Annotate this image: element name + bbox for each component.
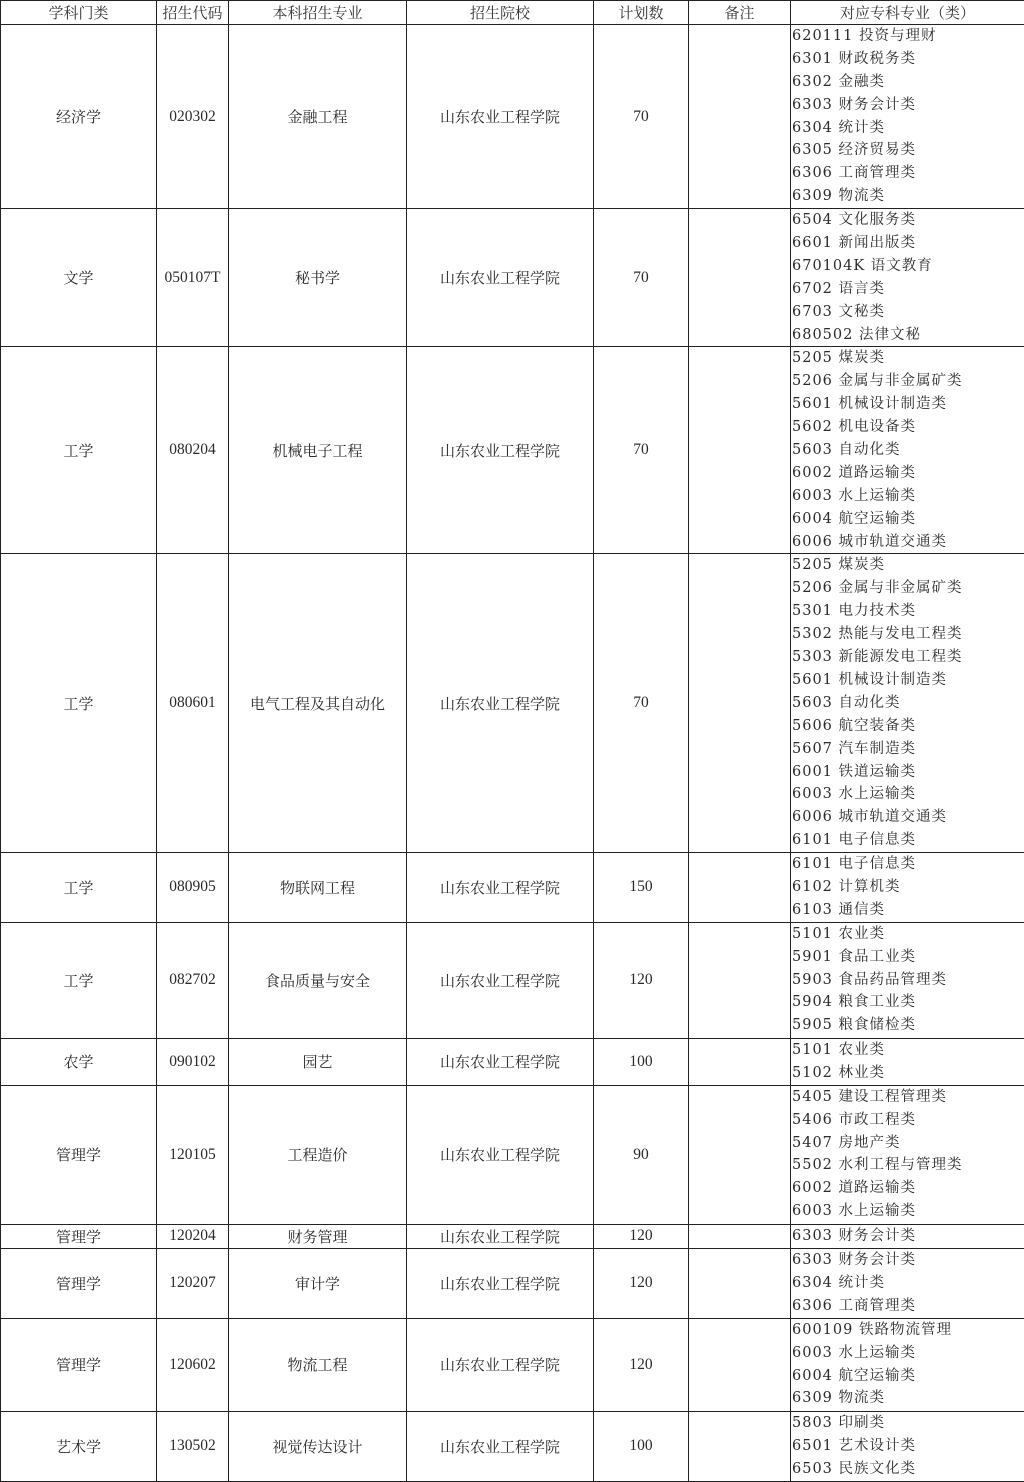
cell-related-majors <box>791 209 1024 347</box>
cell-school: 山东农业工程学院 <box>407 1224 594 1248</box>
cell-code: 050107T <box>157 209 229 347</box>
cell-school: 山东农业工程学院 <box>407 1248 594 1318</box>
cell-category: 工学 <box>1 554 157 853</box>
related-major-item: 5803 印刷类 <box>791 1412 1024 1435</box>
header-school: 招生院校 <box>407 1 594 25</box>
related-major-item: 5302 热能与发电工程类 <box>791 623 1024 646</box>
cell-major: 食品质量与安全 <box>229 922 407 1038</box>
cell-school: 山东农业工程学院 <box>407 1038 594 1085</box>
related-major-item: 5101 农业类 <box>791 1039 1024 1062</box>
table-row <box>1 922 1024 1038</box>
cell-school: 山东农业工程学院 <box>407 922 594 1038</box>
related-major-item: 5102 林业类 <box>791 1062 1024 1085</box>
related-major-item: 6003 水上运输类 <box>791 783 1024 806</box>
cell-plan: 120 <box>594 1318 689 1411</box>
cell-category: 工学 <box>1 922 157 1038</box>
related-major-item: 6006 城市轨道交通类 <box>791 806 1024 829</box>
cell-code: 120105 <box>157 1085 229 1224</box>
cell-note <box>689 25 791 209</box>
related-major-item: 5606 航空装备类 <box>791 715 1024 738</box>
cell-plan: 70 <box>594 209 689 347</box>
related-major-item: 6303 财务会计类 <box>791 1225 1024 1248</box>
cell-code: 120602 <box>157 1318 229 1411</box>
cell-code: 130502 <box>157 1411 229 1481</box>
related-major-item: 6304 统计类 <box>791 1272 1024 1295</box>
cell-school: 山东农业工程学院 <box>407 25 594 209</box>
header-category: 学科门类 <box>1 1 157 25</box>
table-row <box>1 347 1024 554</box>
cell-plan: 120 <box>594 1224 689 1248</box>
related-major-item: 6504 文化服务类 <box>791 209 1024 232</box>
related-major-item: 6003 水上运输类 <box>791 485 1024 508</box>
cell-category: 工学 <box>1 347 157 554</box>
cell-related-majors <box>791 922 1024 1038</box>
table-row <box>1 209 1024 347</box>
cell-school: 山东农业工程学院 <box>407 1085 594 1224</box>
related-major-item: 6702 语言类 <box>791 278 1024 301</box>
cell-code: 082702 <box>157 922 229 1038</box>
cell-major: 金融工程 <box>229 25 407 209</box>
table-header-row <box>1 1 1024 25</box>
cell-plan: 70 <box>594 25 689 209</box>
related-major-item: 6305 经济贸易类 <box>791 139 1024 162</box>
table-row <box>1 25 1024 209</box>
table-row <box>1 554 1024 853</box>
related-major-item: 5602 机电设备类 <box>791 416 1024 439</box>
cell-category: 管理学 <box>1 1248 157 1318</box>
header-major: 本科招生专业 <box>229 1 407 25</box>
cell-note <box>689 1411 791 1481</box>
related-major-item: 6006 城市轨道交通类 <box>791 531 1024 554</box>
cell-major: 物流工程 <box>229 1318 407 1411</box>
cell-note <box>689 1085 791 1224</box>
cell-major: 物联网工程 <box>229 853 407 923</box>
table-row <box>1 1248 1024 1318</box>
related-major-item: 6001 铁道运输类 <box>791 761 1024 784</box>
table-row <box>1 1038 1024 1085</box>
related-major-item: 5301 电力技术类 <box>791 600 1024 623</box>
related-major-item: 6503 民族文化类 <box>791 1458 1024 1481</box>
cell-related-majors <box>791 1318 1024 1411</box>
related-major-item: 5901 食品工业类 <box>791 946 1024 969</box>
cell-related-majors <box>791 1411 1024 1481</box>
related-major-item: 6309 物流类 <box>791 1387 1024 1410</box>
related-major-item: 5303 新能源发电工程类 <box>791 646 1024 669</box>
cell-category: 管理学 <box>1 1085 157 1224</box>
cell-plan: 70 <box>594 347 689 554</box>
related-major-item: 6303 财务会计类 <box>791 1249 1024 1272</box>
related-major-item: 5407 房地产类 <box>791 1132 1024 1155</box>
related-major-item: 5903 食品药品管理类 <box>791 969 1024 992</box>
header-related-majors: 对应专科专业（类） <box>791 1 1024 25</box>
related-major-item: 680502 法律文秘 <box>791 324 1024 347</box>
cell-major: 机械电子工程 <box>229 347 407 554</box>
related-major-item: 5205 煤炭类 <box>791 347 1024 370</box>
cell-plan: 120 <box>594 922 689 1038</box>
cell-school: 山东农业工程学院 <box>407 853 594 923</box>
cell-plan: 100 <box>594 1411 689 1481</box>
related-major-item: 6101 电子信息类 <box>791 853 1024 876</box>
related-major-item: 6102 计算机类 <box>791 876 1024 899</box>
cell-school: 山东农业工程学院 <box>407 347 594 554</box>
related-major-item: 6601 新闻出版类 <box>791 232 1024 255</box>
cell-category: 工学 <box>1 853 157 923</box>
cell-school: 山东农业工程学院 <box>407 554 594 853</box>
cell-related-majors <box>791 1248 1024 1318</box>
cell-school: 山东农业工程学院 <box>407 209 594 347</box>
related-major-item: 6004 航空运输类 <box>791 508 1024 531</box>
cell-note <box>689 347 791 554</box>
cell-category: 艺术学 <box>1 1411 157 1481</box>
related-major-item: 5603 自动化类 <box>791 439 1024 462</box>
related-major-item: 6303 财务会计类 <box>791 94 1024 117</box>
cell-note <box>689 1224 791 1248</box>
cell-school: 山东农业工程学院 <box>407 1318 594 1411</box>
cell-related-majors <box>791 25 1024 209</box>
related-major-item: 6003 水上运输类 <box>791 1342 1024 1365</box>
related-major-item: 6306 工商管理类 <box>791 1295 1024 1318</box>
table-row <box>1 1085 1024 1224</box>
header-note: 备注 <box>689 1 791 25</box>
related-major-item: 600109 铁路物流管理 <box>791 1319 1024 1342</box>
related-major-item: 5101 农业类 <box>791 923 1024 946</box>
cell-code: 120204 <box>157 1224 229 1248</box>
related-major-item: 6004 航空运输类 <box>791 1365 1024 1388</box>
related-major-item: 620111 投资与理财 <box>791 25 1024 48</box>
related-major-item: 6101 电子信息类 <box>791 829 1024 852</box>
cell-major: 工程造价 <box>229 1085 407 1224</box>
related-major-item: 6703 文秘类 <box>791 301 1024 324</box>
related-major-item: 5206 金属与非金属矿类 <box>791 370 1024 393</box>
related-major-item: 5905 粮食储检类 <box>791 1014 1024 1037</box>
related-major-item: 5406 市政工程类 <box>791 1109 1024 1132</box>
cell-code: 020302 <box>157 25 229 209</box>
related-major-item: 5205 煤炭类 <box>791 554 1024 577</box>
cell-note <box>689 1038 791 1085</box>
table-row <box>1 1224 1024 1248</box>
cell-major: 园艺 <box>229 1038 407 1085</box>
cell-note <box>689 209 791 347</box>
cell-major: 秘书学 <box>229 209 407 347</box>
cell-code: 080204 <box>157 347 229 554</box>
cell-code: 080601 <box>157 554 229 853</box>
cell-plan: 90 <box>594 1085 689 1224</box>
cell-note <box>689 853 791 923</box>
table-row <box>1 853 1024 923</box>
cell-major: 电气工程及其自动化 <box>229 554 407 853</box>
related-major-item: 670104K 语文教育 <box>791 255 1024 278</box>
cell-major: 财务管理 <box>229 1224 407 1248</box>
header-code: 招生代码 <box>157 1 229 25</box>
header-plan: 计划数 <box>594 1 689 25</box>
cell-related-majors <box>791 347 1024 554</box>
related-major-item: 5601 机械设计制造类 <box>791 669 1024 692</box>
cell-school: 山东农业工程学院 <box>407 1411 594 1481</box>
related-major-item: 6003 水上运输类 <box>791 1200 1024 1223</box>
cell-category: 文学 <box>1 209 157 347</box>
cell-category: 农学 <box>1 1038 157 1085</box>
related-major-item: 6002 道路运输类 <box>791 1177 1024 1200</box>
related-major-item: 6309 物流类 <box>791 185 1024 208</box>
cell-related-majors <box>791 853 1024 923</box>
cell-category: 管理学 <box>1 1224 157 1248</box>
related-major-item: 5405 建设工程管理类 <box>791 1086 1024 1109</box>
related-major-item: 6501 艺术设计类 <box>791 1435 1024 1458</box>
table-row <box>1 1411 1024 1481</box>
cell-note <box>689 922 791 1038</box>
cell-related-majors <box>791 1038 1024 1085</box>
cell-related-majors <box>791 1085 1024 1224</box>
related-major-item: 6002 道路运输类 <box>791 462 1024 485</box>
cell-plan: 70 <box>594 554 689 853</box>
related-major-item: 5904 粮食工业类 <box>791 991 1024 1014</box>
cell-related-majors <box>791 1224 1024 1248</box>
cell-note <box>689 554 791 853</box>
related-major-item: 5502 水利工程与管理类 <box>791 1154 1024 1177</box>
related-major-item: 5601 机械设计制造类 <box>791 393 1024 416</box>
related-major-item: 5206 金属与非金属矿类 <box>791 577 1024 600</box>
cell-code: 120207 <box>157 1248 229 1318</box>
table-row <box>1 1318 1024 1411</box>
cell-plan: 120 <box>594 1248 689 1318</box>
related-major-item: 6103 通信类 <box>791 899 1024 922</box>
cell-major: 视觉传达设计 <box>229 1411 407 1481</box>
related-major-item: 6304 统计类 <box>791 117 1024 140</box>
related-major-item: 5607 汽车制造类 <box>791 738 1024 761</box>
cell-note <box>689 1248 791 1318</box>
cell-code: 090102 <box>157 1038 229 1085</box>
cell-note <box>689 1318 791 1411</box>
related-major-item: 5603 自动化类 <box>791 692 1024 715</box>
cell-related-majors <box>791 554 1024 853</box>
cell-category: 经济学 <box>1 25 157 209</box>
cell-category: 管理学 <box>1 1318 157 1411</box>
cell-major: 审计学 <box>229 1248 407 1318</box>
cell-code: 080905 <box>157 853 229 923</box>
cell-plan: 100 <box>594 1038 689 1085</box>
related-major-item: 6302 金融类 <box>791 71 1024 94</box>
cell-plan: 150 <box>594 853 689 923</box>
related-major-item: 6301 财政税务类 <box>791 48 1024 71</box>
related-major-item: 6306 工商管理类 <box>791 162 1024 185</box>
